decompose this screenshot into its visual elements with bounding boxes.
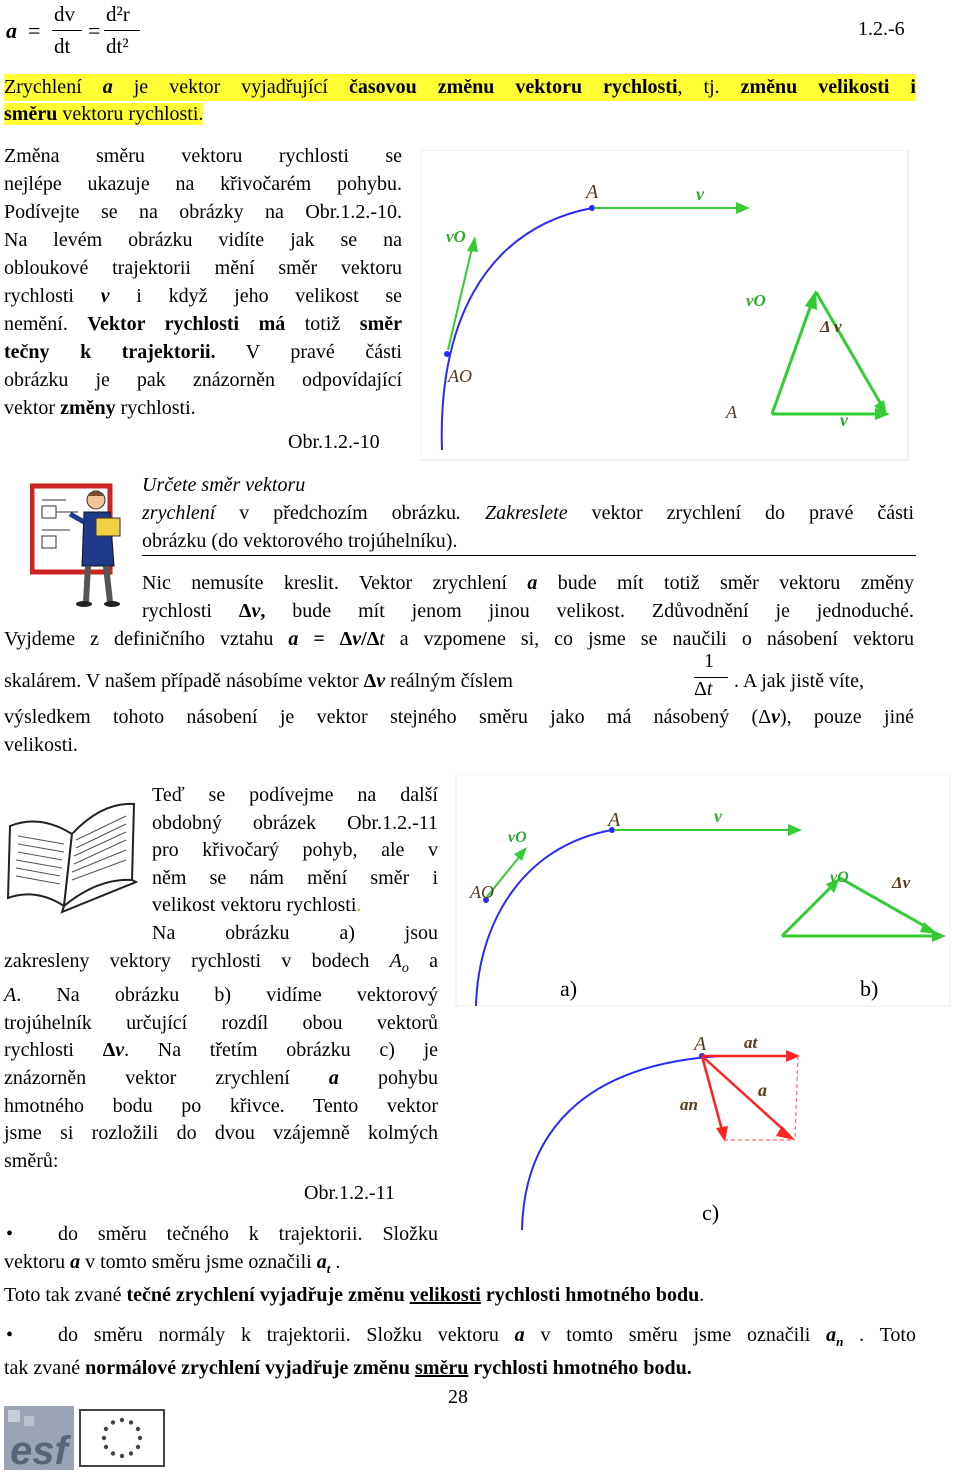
task-line (142, 471, 402, 499)
label-delta-v: Δ v (820, 317, 842, 336)
trajectory-curve (522, 1056, 722, 1230)
fraction-bar (52, 30, 82, 31)
text-line: nemění. Vektor rychlosti má totiž směr (4, 313, 402, 335)
definition-line: směru vektoru rychlosti. (4, 103, 204, 125)
text-line: Na obrázku a) jsou (152, 921, 438, 944)
text-line: velikosti. (4, 734, 78, 756)
text-line: Změna směru vektoru rychlosti se (4, 145, 402, 167)
bullet-text: do směru tečného k trajektorii. Složku (58, 1223, 438, 1245)
bullet-dot: • (6, 1223, 14, 1245)
label-at: at (744, 1033, 758, 1052)
normal-acceleration (702, 1056, 722, 1130)
label-AO: AO (448, 366, 472, 386)
teacher-book (96, 518, 120, 536)
figure-1-2-11 (452, 774, 952, 1234)
label-vO: vO (446, 227, 466, 246)
bullet-item (4, 1221, 438, 1249)
label-a: a (758, 1080, 767, 1100)
figure-1-2-10 (420, 150, 910, 462)
text-segment: . A jak jistě víte, (734, 670, 864, 692)
definition-highlight (4, 74, 916, 128)
text-line: směrů: (4, 1149, 59, 1172)
task-text: vektor zrychlení do pravé části (591, 502, 914, 524)
formula-eq1: = (28, 18, 41, 43)
label-delta-v: Δv (892, 873, 911, 892)
label-vO: vO (746, 291, 766, 310)
formula-lhs: a (6, 18, 17, 43)
text-line: obrázku je pak znázorněn odpovídající (4, 369, 402, 391)
bullet-text: vektoru a v tomto směru jsme označili $a_t$ . (4, 1250, 341, 1276)
label-vO: vO (508, 829, 527, 846)
text-line: obloukové trajektorii mění směr vektoru (4, 257, 402, 279)
text-segment: skalárem. V našem případě násobíme vektor Δv reálným číslem (4, 670, 513, 692)
task-text: v předchozím obrázku (239, 502, 457, 524)
figure-caption: Obr.1.2.-11 (304, 1182, 395, 1204)
text-line: obdobný obrázek Obr.1.2.-11 (152, 811, 438, 834)
task-text: . Zakreslete (456, 502, 568, 524)
text-line: vektor změny rychlosti. (4, 397, 196, 419)
fraction-numerator: 1 (704, 650, 714, 672)
text-line (4, 650, 914, 701)
page-number: 28 (448, 1386, 468, 1408)
paragraph-curvilinear (4, 782, 438, 1175)
text-line: nejlépe ukazuje na křivočarém pohybu. (4, 173, 402, 195)
task-line: obrázku (do vektorového trojúhelníku). (142, 530, 458, 552)
text-line: rychlosti Δv, bude mít jenom jinou velikost. Zdůvodnění je jednoduché. (142, 600, 914, 622)
text-line: Teď se podívejme na další (152, 784, 438, 806)
text-line: zakresleny vektory rychlosti v bodech $A_o$ a (4, 949, 438, 976)
figure-caption: Obr.1.2.-10 (288, 431, 380, 453)
dashed-projection (795, 1056, 798, 1140)
label-v: v (714, 806, 722, 826)
text-line: rychlosti v i když jeho velikost se (4, 285, 402, 307)
task-block (142, 471, 914, 555)
bullet-list (4, 1221, 916, 1383)
text-line: výsledkem tohoto násobení je vektor stejného směru jako má násobený (Δv), pouze jiné (4, 706, 915, 728)
formula (6, 2, 960, 60)
fraction-bar (104, 30, 140, 31)
arrowhead (776, 1126, 795, 1140)
text-line: pro křivočarý pohyb, ale v (152, 839, 438, 862)
label-part-b: b) (860, 976, 879, 1001)
formula-den2: dt² (106, 34, 129, 58)
text-line: rychlosti Δv. Na třetím obrázku c) je (4, 1039, 439, 1062)
label-v: v (696, 184, 704, 204)
text-line: A. Na obrázku b) vidíme vektorový (4, 984, 438, 1007)
acceleration-vector (702, 1056, 786, 1132)
text-line: Na levém obrázku vidíte jak se na (4, 229, 402, 251)
bullet-text: Toto tak zvané tečné zrychlení vyjadřuje změnu velikosti rychlosti hmotného bodu. (4, 1284, 705, 1307)
definition-line: Zrychlení a je vektor vyjadřující časovou změnu vektoru rychlosti, tj. změnu velikosti i (4, 74, 916, 101)
task-line (142, 499, 914, 527)
label-AO: AO (470, 882, 494, 902)
label-an: an (680, 1095, 698, 1114)
figure-frame (456, 774, 950, 1006)
label-A: A (586, 181, 599, 203)
text-line: jsme si rozložili do dvou vzájemně kolmých (4, 1122, 438, 1145)
text-line: znázorněn vektor zrychlení a pohybu (4, 1066, 439, 1089)
text-line: Podívejte se na obrázky na Obr.1.2.-10. (4, 201, 402, 223)
point-AO (444, 351, 450, 357)
formula-num1: dv (54, 2, 75, 26)
text-line: velikost vektoru rychlosti. (152, 894, 362, 917)
text-line: hmotného bodu po křivce. Tento vektor (4, 1094, 438, 1117)
text-line: tečny k trajektorii. V pravé části (4, 341, 402, 363)
answer-paragraph (4, 569, 914, 759)
label-part-c: c) (702, 1200, 720, 1225)
text-line: Vyjdeme z definičního vztahu a = Δv/Δt a vzpomene si, co jsme se naučili o násobení vektoru (4, 628, 915, 650)
formula-den1: dt (54, 34, 71, 58)
esf-logo-text: esf (10, 1429, 68, 1470)
formula-num2: d²r (106, 2, 130, 26)
label-v: v (840, 410, 848, 430)
bullet-item: • do směru normály k trajektorii. Složku vektoru a v tomto směru jsme označili $a_n$ . Toto (6, 1323, 916, 1349)
text-line: trojúhelník určující rozdíl obou vektorů (4, 1011, 438, 1034)
task-word: zrychlení (142, 502, 216, 524)
bullet-text: tak zvané normálové zrychlení vyjadřuje změnu směru rychlosti hmotného bodu. (4, 1357, 692, 1380)
formula-eq2: = (88, 18, 101, 43)
bullet-dot: • (6, 1323, 14, 1346)
task-heading: Určete směr vektoru (142, 474, 306, 496)
label-part-a: a) (560, 976, 578, 1001)
text-line: Nic nemusíte kreslit. Vektor zrychlení a bude mít totiž směr vektoru změny (142, 572, 915, 594)
label-vO: vO (830, 869, 849, 886)
equation-number: 1.2.-6 (858, 18, 905, 40)
text-line: něm se nám mění směr i (152, 866, 438, 889)
label-A: A (726, 402, 737, 422)
separator-line (142, 555, 916, 556)
esf-logo (4, 1406, 168, 1470)
fraction-denominator: Δt (694, 678, 713, 700)
paragraph-velocity-direction (4, 142, 402, 422)
label-A: A (694, 1033, 707, 1055)
label-A: A (608, 809, 621, 831)
